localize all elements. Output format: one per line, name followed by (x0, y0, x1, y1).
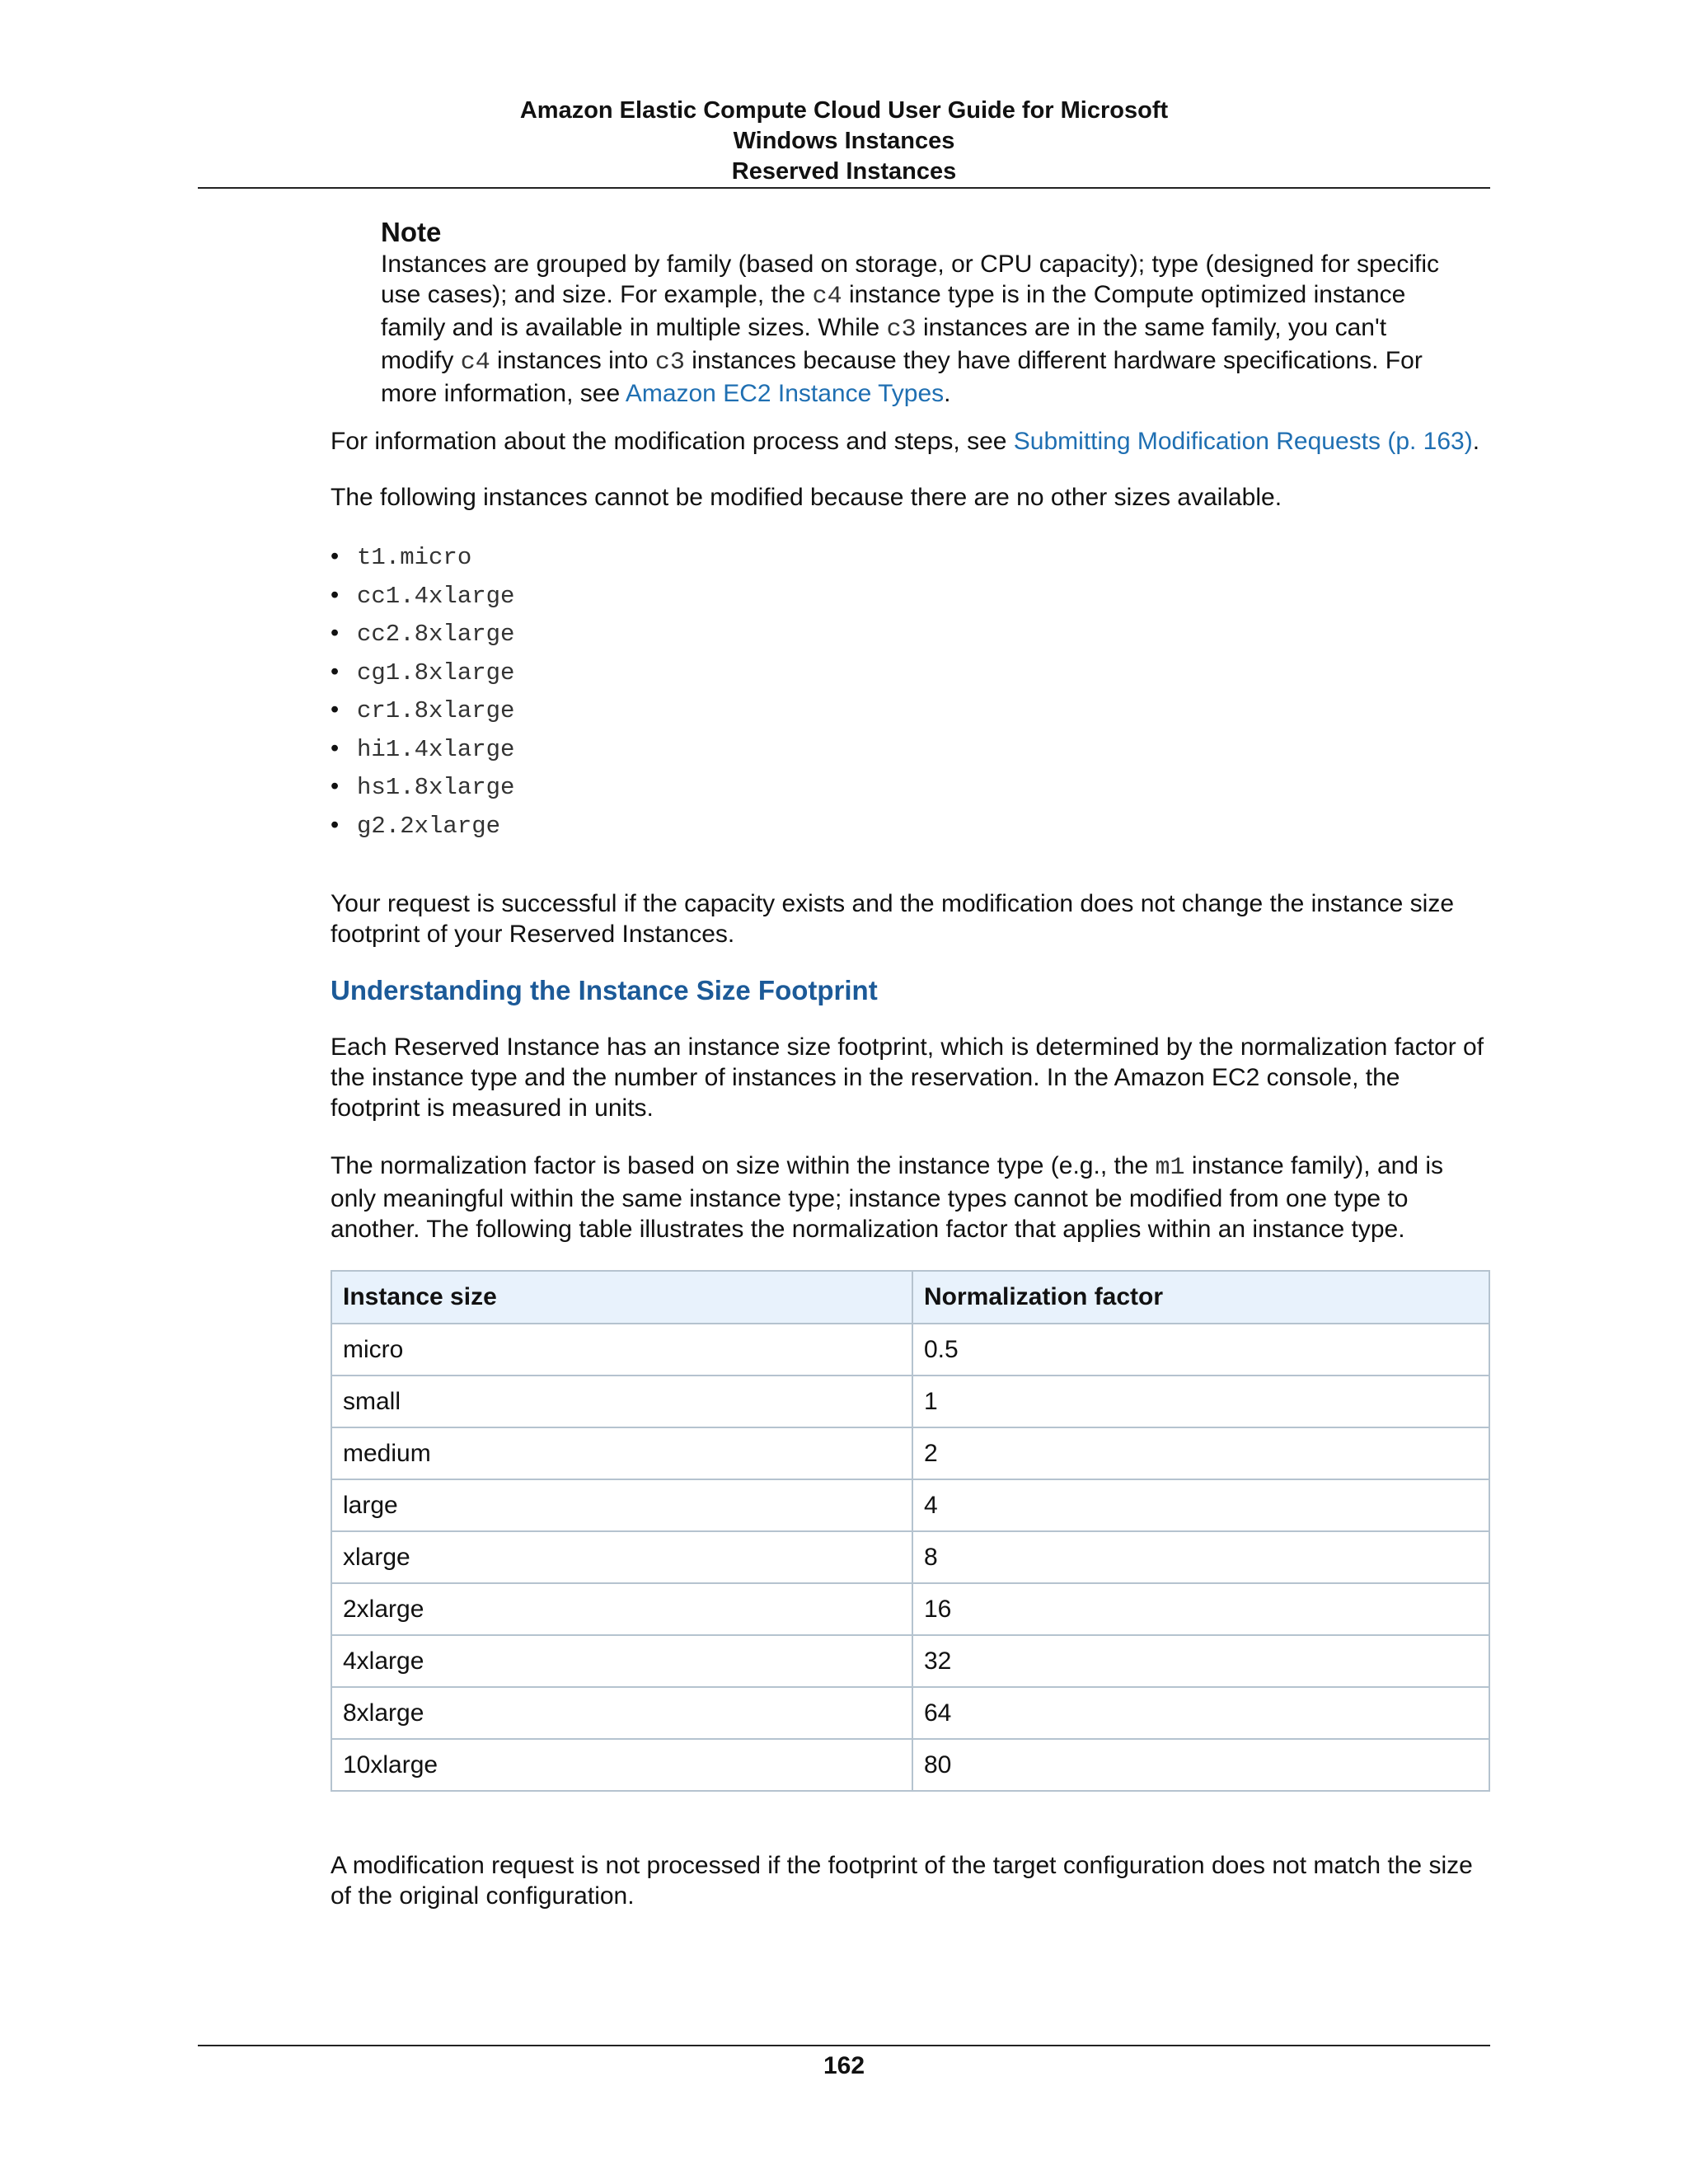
page-number: 162 (823, 2052, 865, 2079)
normalization-factor-cell: 8 (912, 1531, 1489, 1583)
code-c3: c3 (886, 316, 917, 344)
table-row (331, 1583, 1489, 1635)
header-divider (198, 187, 1490, 189)
table-row (331, 1427, 1489, 1479)
list-item (331, 729, 514, 768)
footprint-paragraph: Each Reserved Instance has an instance size footprint, which is determined by the normalization factor of the instance type and the number of instances in the reservation. In the Amazon EC2 console, the footprint is measured in units. (331, 1033, 1484, 1122)
normalization-factor-table (331, 1270, 1490, 1792)
footer-divider (198, 2045, 1490, 2046)
list-item (331, 576, 514, 615)
table-row (331, 1479, 1489, 1531)
table-row (331, 1635, 1489, 1687)
instance-size-cell: medium (331, 1427, 912, 1479)
list-item (331, 691, 514, 729)
normalization-text: The normalization factor is based on size within the instance type (e.g., the (331, 1152, 1156, 1179)
bullet-icon: • (331, 696, 340, 723)
table-row (331, 1531, 1489, 1583)
column-header-instance-size: Instance size (331, 1271, 912, 1324)
normalization-text: instance family), and is only meaningful within the same instance type; instance types cannot be modified from one type to another. The following table illustrates the normalization factor that applies within an instance type. (331, 1152, 1444, 1243)
instance-size-cell: xlarge (331, 1531, 912, 1583)
page-header (198, 96, 1490, 187)
instance-size-cell: micro (331, 1324, 912, 1376)
note-box (381, 216, 1452, 409)
instance-size-cell: 8xlarge (331, 1687, 912, 1739)
section-heading: Understanding the Instance Size Footprint (331, 975, 878, 1005)
instance-type-code: cr1.8xlarge (357, 697, 515, 724)
instance-type-code: cg1.8xlarge (357, 658, 515, 687)
success-paragraph: Your request is successful if the capacity exists and the modification does not change the instance size footprint of your Reserved Instances. (331, 890, 1455, 948)
instance-size-cell: large (331, 1479, 912, 1531)
note-title: Note (381, 217, 442, 247)
note-text: . (944, 380, 951, 407)
process-paragraph (331, 426, 1493, 457)
normalization-factor-cell: 32 (912, 1635, 1489, 1687)
note-text: instances are in the same family, you can't modify (381, 314, 1387, 374)
column-header-normalization-factor: Normalization factor (912, 1271, 1489, 1324)
bullet-icon: • (331, 773, 340, 799)
normalization-factor-cell: 64 (912, 1687, 1489, 1739)
table-header-row (331, 1271, 1489, 1324)
normalization-paragraph (331, 1151, 1493, 1244)
bullet-icon: • (331, 581, 340, 608)
normalization-factor-cell: 16 (912, 1583, 1489, 1635)
note-text: instances into (490, 347, 655, 374)
list-item (331, 653, 514, 691)
code-c4: c4 (812, 283, 842, 311)
normalization-factor-cell: 1 (912, 1376, 1489, 1427)
header-title-line-2: Windows Instances (733, 128, 955, 154)
bullet-icon: • (331, 811, 340, 838)
unmodifiable-instance-list (331, 537, 514, 844)
instance-type-code: t1.micro (357, 544, 472, 571)
final-paragraph: A modification request is not processed if the footprint of the target configuration does not match the size of the original configuration. (331, 1852, 1473, 1910)
table-row (331, 1376, 1489, 1427)
list-item (331, 614, 514, 653)
note-text: instances because they have different hardware specifications. For more information, see (381, 347, 1423, 407)
note-text: instance type is in the Compute optimized instance family and is available in multiple sizes. While (381, 281, 1406, 341)
header-section-title: Reserved Instances (731, 158, 957, 185)
header-title-line-1: Amazon Elastic Compute Cloud User Guide for Microsoft (519, 97, 1169, 124)
instance-type-code: cc2.8xlarge (357, 621, 515, 648)
instance-type-code: cc1.4xlarge (357, 582, 515, 610)
code-m1: m1 (1155, 1154, 1185, 1182)
instance-size-cell: 2xlarge (331, 1583, 912, 1635)
code-c3: c3 (654, 349, 685, 377)
submitting-modification-requests-link[interactable]: Submitting Modification Requests (p. 163) (1013, 428, 1473, 455)
instance-type-code: g2.2xlarge (357, 812, 501, 840)
bullet-icon: • (331, 734, 340, 762)
normalization-factor-cell: 2 (912, 1427, 1489, 1479)
bullet-icon: • (331, 658, 340, 685)
bullet-icon: • (331, 620, 340, 646)
bullet-icon: • (331, 543, 340, 569)
code-c4: c4 (460, 349, 490, 377)
instance-type-code: hi1.4xlarge (357, 735, 515, 763)
instance-size-cell: small (331, 1376, 912, 1427)
note-text: Instances are grouped by family (based on storage, or CPU capacity); type (designed for specific use cases); and size. For example, the (381, 251, 1439, 308)
table-row (331, 1687, 1489, 1739)
instance-size-cell: 4xlarge (331, 1635, 912, 1687)
list-item (331, 806, 514, 845)
normalization-factor-cell: 80 (912, 1739, 1489, 1791)
list-item (331, 767, 514, 806)
normalization-factor-cell: 0.5 (912, 1324, 1489, 1376)
process-text-end: . (1472, 428, 1480, 455)
instance-types-link[interactable]: Amazon EC2 Instance Types (625, 380, 945, 407)
process-text: For information about the modification process and steps, see (331, 428, 1014, 455)
instance-size-cell: 10xlarge (331, 1739, 912, 1791)
note-body (381, 249, 1452, 409)
table-row (331, 1324, 1489, 1376)
table-row (331, 1739, 1489, 1791)
unmodifiable-intro: The following instances cannot be modified because there are no other sizes available. (331, 484, 1282, 511)
normalization-factor-cell: 4 (912, 1479, 1489, 1531)
instance-type-code: hs1.8xlarge (357, 774, 515, 801)
list-item (331, 537, 514, 576)
